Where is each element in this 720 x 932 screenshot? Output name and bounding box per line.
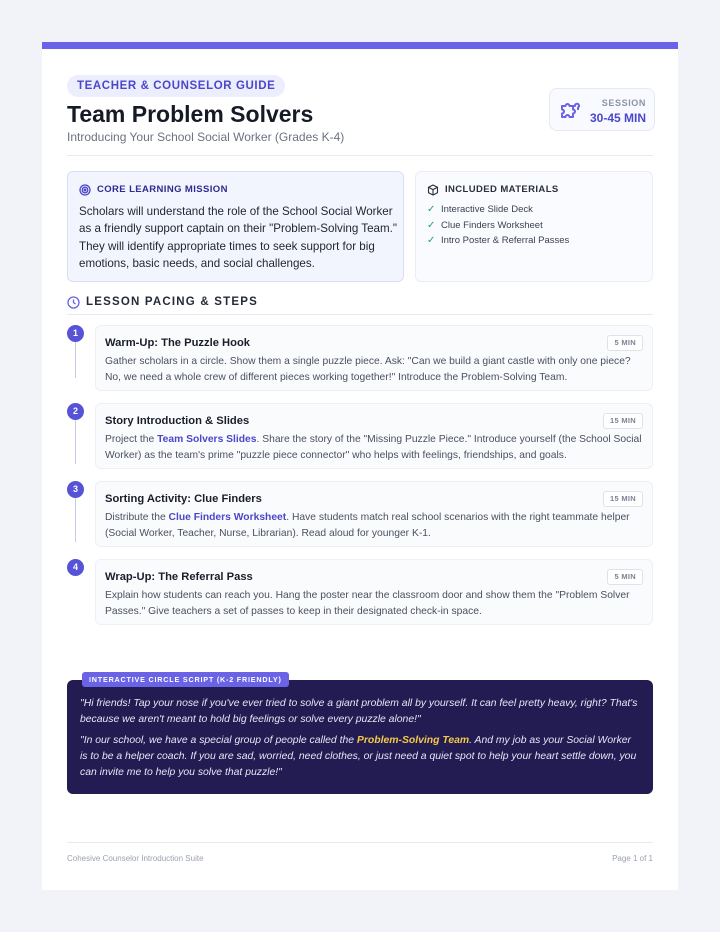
header-divider bbox=[67, 155, 653, 156]
footer-divider bbox=[67, 842, 653, 843]
script-paragraph-2: "In our school, we have a special group of people called the Problem-Solving Team. And my job as your Social Worker is to be a helper coach. If you are sad, worried, need clothes, or just need a quiet spot to help your heart settle down, you can invite me to help you solve that puzzle!" bbox=[80, 735, 637, 778]
script-highlight: Problem-Solving Team bbox=[356, 735, 470, 746]
step-card bbox=[95, 403, 653, 469]
guide-page bbox=[42, 42, 678, 890]
step-number: 2 bbox=[67, 403, 84, 420]
check-icon: ✓ bbox=[427, 235, 436, 246]
guide-label: TEACHER & COUNSELOR GUIDE bbox=[67, 75, 285, 97]
step-duration: 15 MIN bbox=[603, 491, 643, 507]
target-icon bbox=[79, 184, 91, 196]
step-title: Sorting Activity: Clue Finders bbox=[105, 493, 262, 505]
step-number: 4 bbox=[67, 559, 84, 576]
check-icon: ✓ bbox=[427, 219, 436, 231]
footer-suite-name: Cohesive Counselor Introduction Suite bbox=[67, 854, 204, 863]
step-description: Distribute the Clue Finders Worksheet. Have students match real school scenarios with the right teammate helper (Social Worker, Teacher, Nurse, Librarian). Read aloud for younger K-1. bbox=[105, 512, 630, 540]
step-card bbox=[95, 559, 653, 625]
step-duration: 5 MIN bbox=[607, 335, 643, 351]
materials-list bbox=[427, 202, 569, 249]
script-paragraph-1: "Hi friends! Tap your nose if you've ever tried to solve a giant problem all by yourself. It can feel pretty heavy, right? That's because we aren't meant to hold big feelings or solve every puzzle alone!" bbox=[80, 698, 638, 725]
mission-card bbox=[67, 171, 404, 282]
list-item: ✓ Intro Poster & Referral Passes bbox=[427, 235, 570, 246]
circle-script-box bbox=[67, 680, 653, 794]
pacing-heading: LESSON PACING & STEPS bbox=[86, 296, 258, 308]
box-icon bbox=[427, 184, 439, 196]
clock-icon bbox=[67, 296, 80, 309]
step-description: Explain how students can reach you. Hang the poster near the classroom door and show them the "Problem Solver Passes." Give teachers a set of passes to keep in their designated check-in space. bbox=[105, 590, 630, 618]
step-description: Gather scholars in a circle. Show them a single puzzle piece. Ask: "Can we build a giant castle with only one piece? No, we need a whole crew of different pieces working together!" Introduce the Problem-Solving Team. bbox=[105, 356, 631, 384]
step-duration: 15 MIN bbox=[603, 413, 643, 429]
list-item: ✓ Interactive Slide Deck bbox=[427, 204, 533, 215]
step-number: 1 bbox=[67, 325, 84, 342]
step-card bbox=[95, 481, 653, 547]
step-connector bbox=[75, 420, 76, 464]
session-card bbox=[549, 88, 655, 131]
step-connector bbox=[75, 498, 76, 542]
step-description: Project the Team Solvers Slides. Share the story of the "Missing Puzzle Piece." Introduce yourself (the School Social Worker) as the team's prime "puzzle piece connector" who helps with feelings, friendships, and goals. bbox=[105, 434, 642, 462]
list-item: ✓ Clue Finders Worksheet bbox=[427, 219, 543, 231]
session-duration: 30-45 MIN bbox=[589, 111, 646, 125]
slides-link: Team Solvers Slides bbox=[157, 434, 257, 445]
step-duration: 5 MIN bbox=[607, 569, 643, 585]
step-connector bbox=[75, 342, 76, 378]
page-subtitle: Introducing Your School Social Worker (Grades K-4) bbox=[67, 130, 345, 144]
footer-page-number: Page 1 of 1 bbox=[612, 854, 653, 863]
step-card bbox=[95, 325, 653, 391]
puzzle-icon bbox=[558, 98, 582, 122]
mission-body: Scholars will understand the role of the School Social Worker as a friendly support captain on their "Problem-Solving Team." They will identify appropriate times to seek support for big emotions, basic needs, and social challenges. bbox=[79, 205, 397, 270]
check-icon: ✓ bbox=[427, 204, 436, 215]
step-title: Story Introduction & Slides bbox=[105, 415, 250, 427]
step-title: Wrap-Up: The Referral Pass bbox=[105, 571, 253, 583]
pacing-divider bbox=[67, 314, 653, 315]
materials-heading: INCLUDED MATERIALS bbox=[445, 184, 559, 195]
step-title: Warm-Up: The Puzzle Hook bbox=[105, 337, 251, 349]
worksheet-link: Clue Finders Worksheet bbox=[168, 512, 287, 523]
mission-heading: CORE LEARNING MISSION bbox=[97, 184, 228, 195]
accent-bar bbox=[42, 42, 678, 49]
step-number: 3 bbox=[67, 481, 84, 498]
page-title: Team Problem Solvers bbox=[67, 101, 314, 127]
session-label: SESSION bbox=[601, 98, 646, 108]
materials-card bbox=[415, 171, 653, 282]
script-tag: INTERACTIVE CIRCLE SCRIPT (K-2 FRIENDLY) bbox=[82, 672, 289, 687]
